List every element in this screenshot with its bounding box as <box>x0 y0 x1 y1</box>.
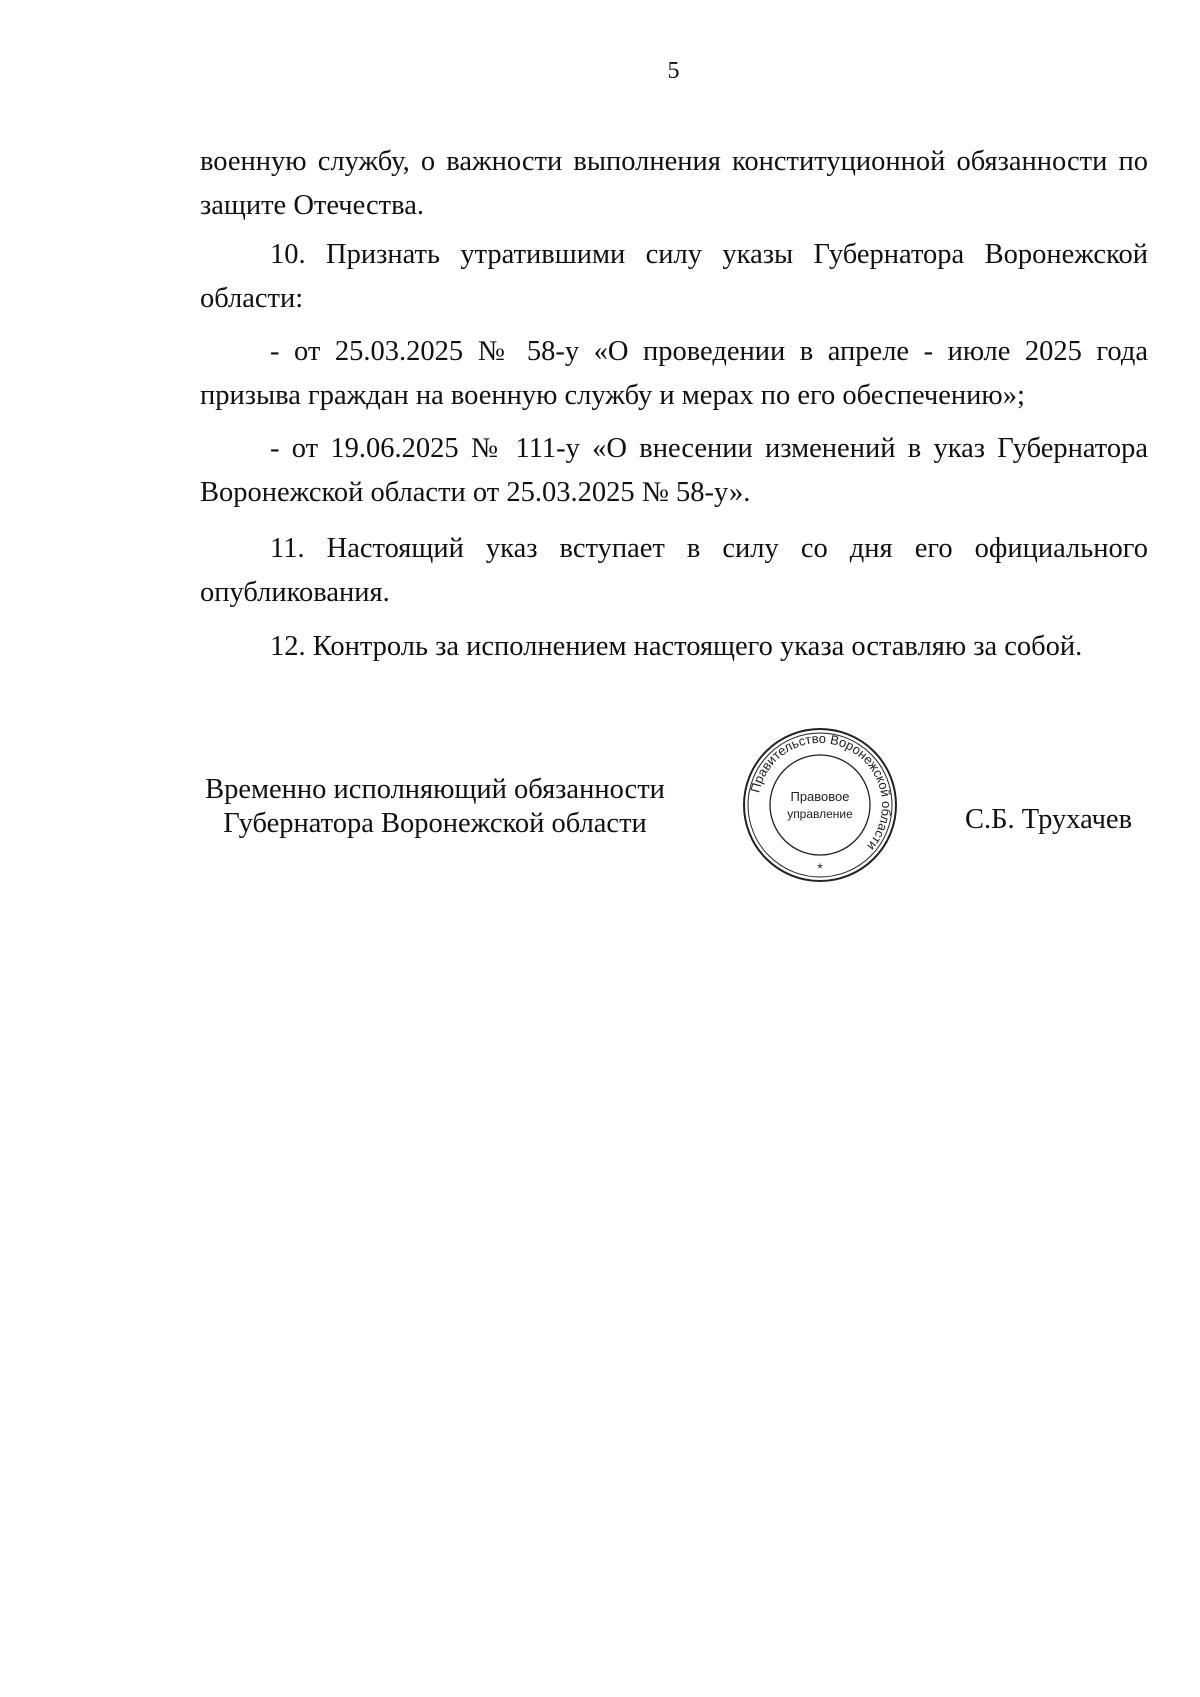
seal-star: * <box>817 860 823 876</box>
seal-outer-text: Правительство Воронежской области <box>747 730 895 854</box>
official-seal <box>740 725 900 885</box>
paragraph-continuation: военную службу, о важности выполнения конституционной обязанности по защите Отечества. <box>200 146 1148 221</box>
seal-inner-line2: управление <box>787 807 853 821</box>
paragraph-item-12: 12. Контроль за исполнением настоящего указа оставляю за собой. <box>270 631 1083 662</box>
signature-position-line2: Губернатора Воронежской области <box>223 808 647 839</box>
paragraph-item-10: 10. Признать утратившими силу указы Губернатора Воронежской области: <box>200 239 1148 314</box>
paragraph-decree-111: - от 19.06.2025 № 111-у «О внесении изменений в указ Губернатора Воронежской области от 25.03.2025 № 58-у». <box>200 433 1148 508</box>
paragraph-decree-58: - от 25.03.2025 № 58-у «О проведении в апреле - июле 2025 года призыва граждан на военную службу и мерах по его обеспечению»; <box>200 336 1148 411</box>
signatory-name: С.Б. Трухачев <box>965 804 1133 835</box>
paragraph-item-11: 11. Настоящий указ вступает в силу со дня его официального опубликования. <box>200 533 1148 608</box>
signature-position-line1: Временно исполняющий обязанности <box>205 774 665 805</box>
seal-inner-line1: Правовое <box>790 789 850 804</box>
signature-position <box>195 773 675 841</box>
page-number: 5 <box>667 58 680 84</box>
